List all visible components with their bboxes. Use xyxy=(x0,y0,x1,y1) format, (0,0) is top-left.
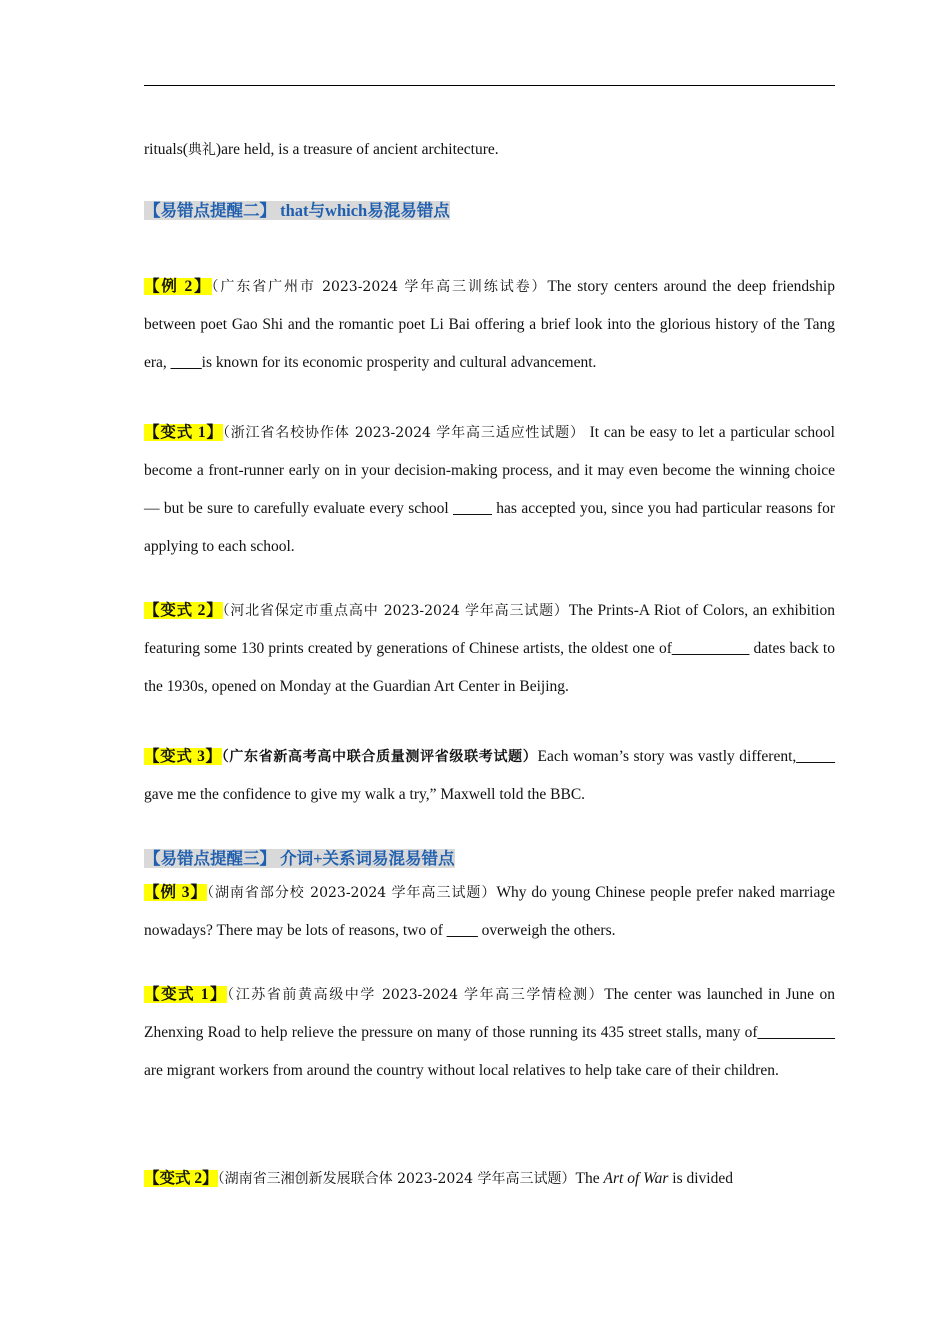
answer-blank: __________ xyxy=(757,1024,835,1041)
example-source: （江苏省前黄高级中学 2023-2024 学年高三学情检测） xyxy=(227,987,605,1003)
answer-blank: _____ xyxy=(453,500,492,517)
section-heading-text: 【易错点提醒三】 介词+关系词易混易错点 xyxy=(144,849,455,868)
example-tag: 【变式 2】 xyxy=(144,602,223,619)
example-tag: 【变式 1】 xyxy=(144,424,223,441)
example-2: 【例 2】（广东省广州市 2023-2024 学年高三训练试卷）The story centers around the deep friendship between poet Gao Shi and the romantic poet Li Bai offering a brief look into the glorious history of the Tang era, ____is known for its economic prosperity and cultural advancement. xyxy=(144,278,835,371)
example-source: （浙江省名校协作体 2023-2024 学年高三适应性试题） xyxy=(222,425,585,441)
answer-blank: ____ xyxy=(446,922,478,939)
example-3-variant-1: 【变式 1】（江苏省前黄高级中学 2023-2024 学年高三学情检测）The center was launched in June on Zhenxing Road to help relieve the pressure on many of those running its 435 street stalls, many of__________ are migrant workers from around the country without local relatives to help take care of their children. xyxy=(144,986,835,1079)
example-source: （湖南省部分校 2023-2024 学年高三试题） xyxy=(206,885,497,901)
header-rule xyxy=(144,85,835,86)
example-2-variant-1: 【变式 1】（浙江省名校协作体 2023-2024 学年高三适应性试题） It can be easy to let a particular school become a front-runner early on in your decision-making process, and it may even become the winning choice — but be sure to carefully evaluate every school _____ has accepted you, since you had particular reasons for applying to each school. xyxy=(144,424,835,555)
example-tag: 【变式 1】 xyxy=(144,986,228,1003)
example-tag: 【例 3】 xyxy=(144,884,207,901)
example-3: 【例 3】（湖南省部分校 2023-2024 学年高三试题）Why do young Chinese people prefer naked marriage nowadays? There may be lots of reasons, two of ____ overweigh the others. xyxy=(144,884,835,939)
section-heading-2 xyxy=(144,192,835,231)
book-title: Art of War xyxy=(603,1170,669,1187)
example-tag: 【变式 3】 xyxy=(144,748,222,765)
example-source: （湖南省三湘创新发展联合体 2023-2024 学年高三试题） xyxy=(217,1171,576,1187)
section-heading-text: 【易错点提醒二】 that与which易混易错点 xyxy=(144,201,450,220)
answer-blank: __________ xyxy=(671,640,750,657)
example-2-variant-3: 【变式 3】（广东省新高考高中联合质量测评省级联考试题）Each woman’s story was vastly different,_____ gave me the confidence to give my walk a try,” Maxwell told the BBC. xyxy=(144,748,836,803)
example-3-variant-2: 【变式 2】（湖南省三湘创新发展联合体 2023-2024 学年高三试题）The Art of War is divided xyxy=(144,1170,733,1187)
example-source: （广东省新高考高中联合质量测评省级联考试题） xyxy=(221,749,538,765)
answer-blank: _____ xyxy=(796,748,836,765)
answer-blank: ____ xyxy=(170,354,202,371)
example-tag: 【变式 2】 xyxy=(144,1170,218,1187)
example-tag: 【例 2】 xyxy=(144,278,212,295)
example-source: （河北省保定市重点高中 2023-2024 学年高三试题） xyxy=(222,603,569,619)
example-source: （广东省广州市 2023-2024 学年高三训练试卷） xyxy=(211,279,548,295)
intro-paragraph: rituals(典礼)are held, is a treasure of ancient architecture. xyxy=(144,141,499,158)
example-2-variant-2: 【变式 2】（河北省保定市重点高中 2023-2024 学年高三试题）The Prints-A Riot of Colors, an exhibition featuring some 130 prints created by generations of Chinese artists, the oldest one of__________ dates back to the 1930s, opened on Monday at the Guardian Art Center in Beijing. xyxy=(144,602,835,695)
